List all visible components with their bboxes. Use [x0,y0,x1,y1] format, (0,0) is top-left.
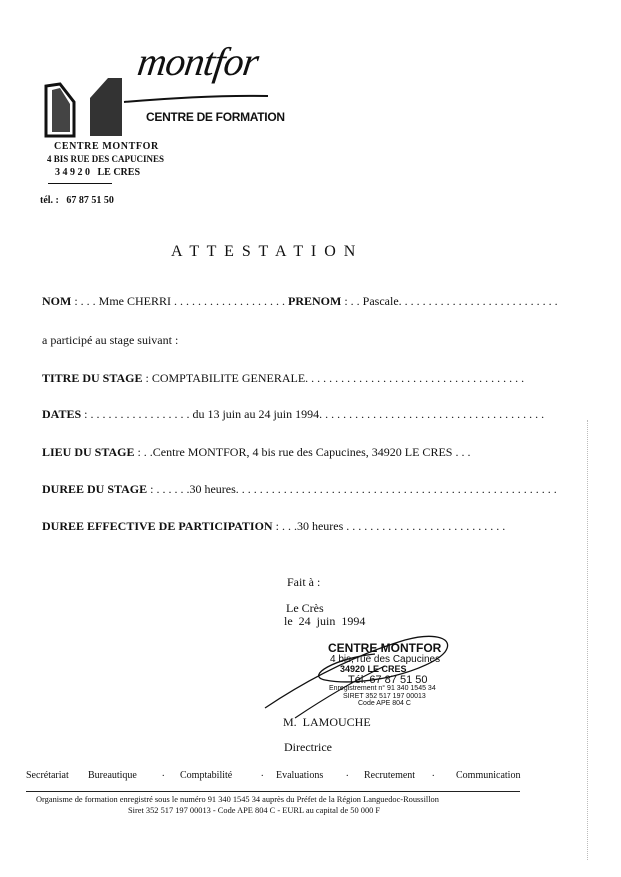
prenom-label: PRENOM [288,294,342,308]
duree-effective-value: : . . .30 heures . . . . . . . . . . . . . . . . . . . . . . . . . . . [275,519,506,533]
org-address: 4 BIS RUE DES CAPUCINES [47,154,165,164]
titre-line [42,371,524,386]
nom-value: : . . . Mme CHERRI . . . . . . . . . . . . . . . . . . . [74,294,285,308]
handwritten-signature [255,618,475,728]
duree-label: DUREE DU STAGE [42,482,148,496]
service-communication: Communication [456,770,521,781]
participation-text: a participé au stage suivant : [42,333,179,347]
org-phone: tél. : 67 87 51 50 [40,195,114,206]
stamp-address: 4 bis, rue des Capucines [330,654,441,665]
footer-divider [26,791,520,792]
fait-a: Fait à : [287,575,321,589]
service-recrutement: Recrutement [364,770,416,781]
logo-script: montfor [134,39,261,84]
service-secretariat: Secrétariat [26,770,69,781]
duree-line [42,482,557,497]
titre-label: TITRE DU STAGE [42,371,143,385]
dates-label: DATES [42,407,82,421]
stamp-name: CENTRE MONTFOR [328,641,442,655]
service-separator: . [346,768,349,779]
service-separator: . [432,768,435,779]
stamp-registration: Enregistrement n° 91 340 1545 34 [329,685,436,692]
stamp-city: 34920 LE CRES [340,664,407,674]
stamp-ape: Code APE 804 C [358,700,411,707]
signer-name: M. LAMOUCHE [283,715,371,729]
dates-value: : . . . . . . . . . . . . . . . . . du 13 juin au 24 juin 1994. . . . . . . . . . . . . . . . . . . . . . . . . . . . . . . . . . . . . . [84,407,545,421]
duree-effective-label: DUREE EFFECTIVE DE PARTICIPATION [42,519,273,533]
org-name: CENTRE MONTFOR [54,141,159,152]
prenom-value: : . . Pascale. . . . . . . . . . . . . . . . . . . . . . . . . . . [344,294,558,308]
duree-value: : . . . . . .30 heures. . . . . . . . . . . . . . . . . . . . . . . . . . . . . . . . . . . . . . . . . . . . . . . . . . . . . . [150,482,557,496]
lieu-label: LIEU DU STAGE [42,445,135,459]
signer-role: Directrice [284,740,332,754]
nom-line [42,294,558,309]
service-separator: . [261,768,264,779]
titre-value: : COMPTABILITE GENERALE. . . . . . . . . . . . . . . . . . . . . . . . . . . . . . . . . . . . . [145,371,525,385]
nom-label: NOM [42,294,72,308]
service-evaluations: Evaluations [276,770,324,781]
service-comptabilite: Comptabilité [180,770,233,781]
service-separator: . [162,768,165,779]
lieu-line [42,445,470,460]
dates-line [42,407,544,422]
footer-legal-line2: Siret 352 517 197 00013 - Code APE 804 C - EURL au capital de 50 000 F [128,806,381,815]
stamp-siret: SIRET 352 517 197 00013 [343,693,426,700]
duree-effective-line [42,519,505,534]
footer-legal-line1: Organisme de formation enregistré sous le numéro 91 340 1545 34 auprès du Préfet de la Région Languedoc-Roussillon [36,795,439,804]
stamp-phone: Tél. 67 87 51 50 [348,674,428,686]
place: Le Crès [286,601,324,615]
lieu-value: : . .Centre MONTFOR, 4 bis rue des Capucines, 34920 LE CRES . . . [137,445,471,459]
header-divider [48,183,112,184]
service-bureautique: Bureautique [88,770,137,781]
logo-subtitle: CENTRE DE FORMATION [146,110,285,124]
sign-date: le 24 juin 1994 [284,614,366,628]
org-city: 3 4 9 2 0 LE CRES [55,167,141,178]
document-title: A T T E S T A T I O N [171,243,358,260]
scan-edge-line [587,420,588,860]
